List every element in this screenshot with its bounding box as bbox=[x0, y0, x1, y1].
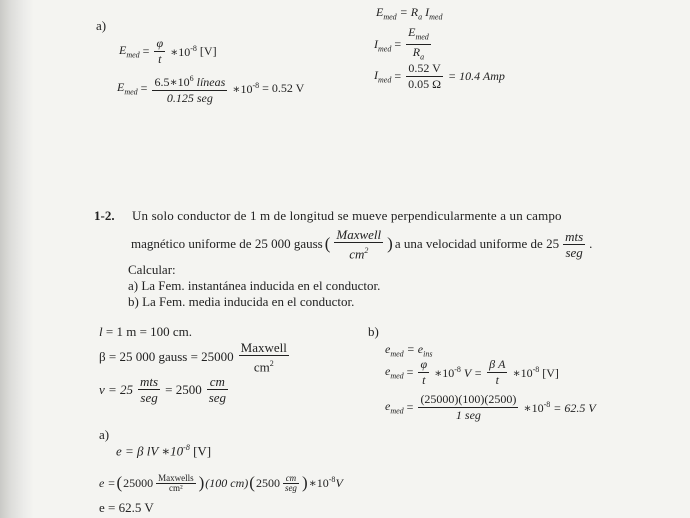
fraction: $\frac{\text{mts}}{\text{seg}}$ bbox=[140, 374, 159, 405]
problem-number: 1-2. bbox=[94, 208, 115, 223]
fraction: $\frac{\text{β A}}{t}$ bbox=[489, 357, 506, 387]
top-right-eq2: $I_{med}$ = $\frac{E_{med}}{R_a}$ bbox=[374, 25, 433, 65]
fraction: $\frac{\varphi}{t}$ bbox=[156, 36, 164, 66]
fraction: $\frac{0.52 V}{0.05 \Omega}$ bbox=[408, 61, 442, 91]
paren-close: ) bbox=[387, 234, 393, 254]
eq-lhs: $E_{med}$ bbox=[117, 80, 138, 97]
problem-item-a: a) La Fem. instantánea inducida en el conductor. bbox=[128, 278, 381, 293]
part-a-eq2: e = ( 25000 $\frac{\text{Maxwells}}{\text{cm²}}$ ) (100 cm) ( 2500 $\frac{cm}{\text{seg}}$ ) $∗10^{-8}V$ bbox=[99, 472, 343, 493]
eq-rest: $∗10^{-8}$ bbox=[170, 43, 197, 59]
fraction: $\frac{\text{Maxwells}}{\text{cm²}}$ bbox=[158, 472, 194, 493]
part-b-eq3: $e_{med}$ = $\frac{(25000)(100)(2500)}{\text{1 seg}}$ $∗10^{-8} = 62.5$ V bbox=[385, 392, 596, 422]
eq-rest: $∗10^{-8}$ bbox=[232, 80, 260, 96]
top-left-label: a) bbox=[96, 18, 107, 33]
part-a-eq1: e = β lV $∗10^{-8}$ [V] bbox=[116, 443, 212, 459]
part-a-label: a) bbox=[99, 427, 110, 442]
eq-result: = 0.52 V bbox=[262, 81, 305, 95]
paren-open: ( bbox=[324, 234, 331, 254]
fraction: $\frac{6.5∗10^6 líneas}{\text{0.125 seg}}$ bbox=[154, 74, 226, 105]
part-b-eq2: $e_{med}$ = $\frac{\varphi}{t}$ $∗10^{-8}$ V = $\frac{\text{β A}}{t}$ $∗10^{-8}$ [V] bbox=[385, 357, 559, 387]
calc-label: Calcular: bbox=[128, 262, 176, 277]
problem-item-b: b) La Fem. media inducida en el conductor. bbox=[128, 294, 355, 309]
problem-text: a una velocidad uniforme de 25 bbox=[394, 236, 560, 252]
eq-lhs: $E_{med}$ bbox=[119, 43, 140, 60]
eq-sign: = bbox=[140, 81, 148, 95]
maxwell-fraction: $\frac{\text{Maxwell}}{cm^2}$ bbox=[336, 227, 382, 262]
page-binding-shadow bbox=[0, 0, 34, 518]
given-length: l = 1 m = 100 cm. bbox=[99, 324, 193, 339]
fraction: $\frac{cm}{\text{seg}}$ bbox=[284, 472, 297, 493]
top-right-eq1: $E_{med} = R_a$ $I_{med}$ bbox=[376, 5, 443, 22]
problem-line-1: Un solo conductor de 1 m de longitud se mueve perpendicularmente a un campo bbox=[132, 208, 562, 223]
eq-sign: = bbox=[142, 44, 150, 58]
top-left-eq1 bbox=[119, 36, 217, 67]
problem-text: magnético uniforme de 25 000 gauss bbox=[131, 236, 323, 252]
problem-line-2: magnético uniforme de 25 000 gauss ( $\frac{\text{Maxwell}}{cm^2}$ ) a una velocidad uniforme de 25 $\frac{\text{mts}}{\text{seg}}$ . bbox=[131, 227, 593, 262]
speed-fraction: $\frac{\text{mts}}{\text{seg}}$ bbox=[565, 228, 584, 260]
top-left-eq2 bbox=[117, 71, 304, 106]
part-a-eq3: e = 62.5 V bbox=[99, 500, 154, 515]
part-b-label: b) bbox=[368, 324, 379, 339]
part-b-eq1: $e_{med} = e_{ins}$ bbox=[385, 342, 433, 359]
fraction: $\frac{\text{Maxwell}}{cm^2}$ bbox=[240, 340, 287, 375]
fraction: $\frac{cm}{\text{seg}}$ bbox=[208, 374, 227, 405]
fraction: $\frac{(25000)(100)(2500)}{\text{1 seg}}$ bbox=[420, 392, 517, 422]
top-right-eq3: $I_{med}$ = $\frac{0.52 V}{0.05 \Omega}$ = 10.4 Amp bbox=[374, 61, 505, 91]
given-velocity: v = 25 $\frac{\text{mts}}{\text{seg}}$ = 2500 $\frac{cm}{\text{seg}}$ bbox=[99, 374, 227, 405]
given-beta: β = 25 000 gauss = 25000 $\frac{\text{Maxwell}}{cm^2}$ bbox=[99, 340, 287, 375]
eq-unit: [V] bbox=[199, 44, 217, 58]
fraction: $\frac{E_{med}}{R_a}$ bbox=[406, 25, 431, 65]
fraction: $\frac{\varphi}{t}$ bbox=[420, 357, 428, 387]
